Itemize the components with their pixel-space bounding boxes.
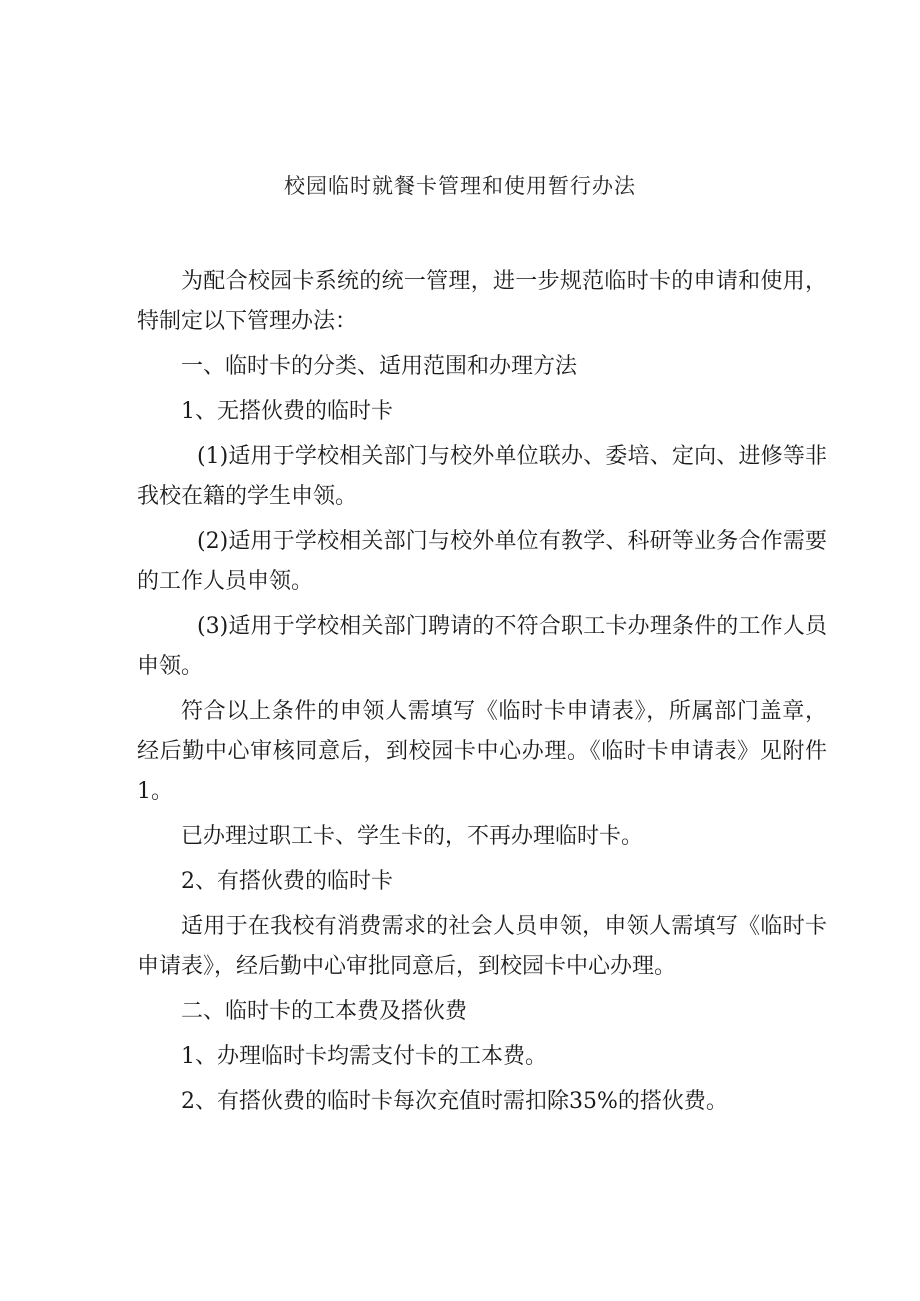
document-body xyxy=(137,262,827,1127)
document-title: 校园临时就餐卡管理和使用暂行办法 xyxy=(284,174,636,198)
paragraph-note: 已办理过职工卡、学生卡的，不再办理临时卡。 xyxy=(181,824,644,849)
section-heading-2: 二、临时卡的工本费及搭伙费 xyxy=(181,999,468,1024)
subsection-heading-2: 2、有搭伙费的临时卡 xyxy=(181,869,393,894)
list-item-1: (1)适用于学校相关部门与校外单位联办、委培、定向、进修等非我校在籍的学生申领。 xyxy=(137,444,827,509)
subsection-heading-1: 1、无搭伙费的临时卡 xyxy=(181,399,393,424)
paragraph-applicability: 适用于在我校有消费需求的社会人员申领，申领人需填写《临时卡申请表》，经后勤中心审批同意后，到校园卡中心办理。 xyxy=(137,914,827,979)
section-heading-1: 一、临时卡的分类、适用范围和办理方法 xyxy=(181,354,578,379)
list-item-2: (2)适用于学校相关部门与校外单位有教学、科研等业务合作需要的工作人员申领。 xyxy=(137,529,827,594)
paragraph-intro: 为配合校园卡系统的统一管理，进一步规范临时卡的申请和使用，特制定以下管理办法： xyxy=(137,269,827,334)
fee-item-2: 2、有搭伙费的临时卡每次充值时需扣除35%的搭伙费。 xyxy=(181,1089,728,1114)
list-item-3: (3)适用于学校相关部门聘请的不符合职工卡办理条件的工作人员申领。 xyxy=(137,614,827,679)
paragraph-procedure: 符合以上条件的申领人需填写《临时卡申请表》，所属部门盖章，经后勤中心审核同意后，到校园卡中心办理。《临时卡申请表》见附件1。 xyxy=(137,699,827,804)
fee-item-1: 1、办理临时卡均需支付卡的工本费。 xyxy=(181,1044,547,1069)
